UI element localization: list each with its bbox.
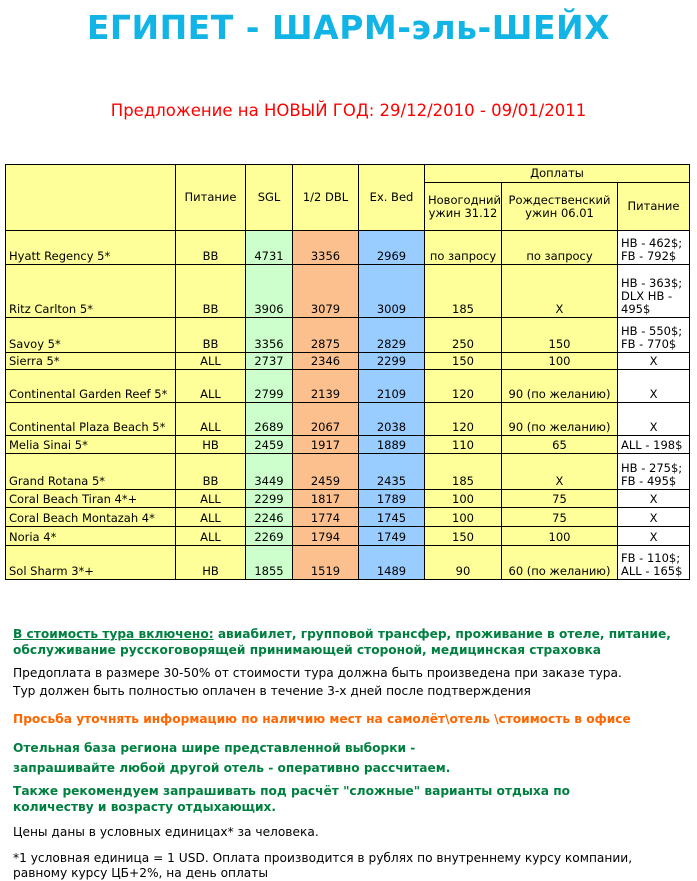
meal-supplement-cell: HB - 462$; FB - 792$ [618,231,690,265]
meal-cell: ALL [176,370,246,403]
exbed-price-cell: 2109 [359,370,425,403]
meal-supplement-cell: X [618,403,690,436]
meal-supplement-cell: X [618,508,690,527]
exbed-price-cell: 1789 [359,490,425,508]
meal-cell: BB [176,318,246,353]
dbl-price-cell: 1774 [293,508,359,527]
sgl-price-cell: 2246 [246,508,293,527]
sgl-price-cell: 1855 [246,546,293,580]
hotel-name-cell: Continental Plaza Beach 5* [6,403,176,436]
prepay-note: Предоплата в размере 30-50% от стоимости тура должна быть произведена при заказе тура. [13,666,622,680]
table-row [6,546,690,580]
header-exbed: Ex. Bed [359,165,425,231]
table-row [6,370,690,403]
table-row [6,490,690,508]
dbl-price-cell: 1519 [293,546,359,580]
ny-dinner-cell: 185 [425,454,502,490]
header-hotel [6,165,176,231]
hotel-name-cell: Sierra 5* [6,353,176,370]
header-dbl: 1/2 DBL [293,165,359,231]
table-row [6,318,690,353]
dbl-price-cell: 3079 [293,265,359,318]
hotel-name-cell: Coral Beach Montazah 4* [6,508,176,527]
included-text: авиабилет, групповой трансфер, проживание в отеле, питание, обслуживание русскоговорящей принимающей стороной, медицинская страховка [13,627,671,657]
sgl-price-cell: 2269 [246,527,293,546]
xmas-dinner-cell: 100 [502,353,618,370]
sgl-price-cell: 3449 [246,454,293,490]
hotel-name-cell: Continental Garden Reef 5* [6,370,176,403]
included-label: В стоимость тура включено: [13,627,214,641]
xmas-dinner-cell: 60 (по желанию) [502,546,618,580]
exbed-price-cell: 2435 [359,454,425,490]
meal-cell: HB [176,436,246,454]
hotel-name-cell: Savoy 5* [6,318,176,353]
meal-supplement-cell: X [618,353,690,370]
dbl-price-cell: 2875 [293,318,359,353]
exbed-price-cell: 2969 [359,231,425,265]
header-row-1 [6,165,690,183]
exbed-price-cell: 2299 [359,353,425,370]
ny-dinner-cell: 110 [425,436,502,454]
hotel-name-cell: Coral Beach Tiran 4*+ [6,490,176,508]
xmas-dinner-cell: 100 [502,527,618,546]
footnote: *1 условная единица = 1 USD. Оплата производится в рублях по внутреннему курсу компании, равному курсу ЦБ+2%, на день оплаты [13,851,633,880]
hotel-name-cell: Ritz Carlton 5* [6,265,176,318]
exbed-price-cell: 1745 [359,508,425,527]
table-row [6,265,690,318]
meal-supplement-cell: ALL - 198$ [618,436,690,454]
meal-cell: ALL [176,353,246,370]
hotel-name-cell: Noria 4* [6,527,176,546]
meal-cell: BB [176,454,246,490]
meal-cell: BB [176,265,246,318]
header-meal: Питание [176,165,246,231]
dbl-price-cell: 2139 [293,370,359,403]
ny-dinner-cell: 120 [425,403,502,436]
ny-dinner-cell: 150 [425,353,502,370]
dbl-price-cell: 1817 [293,490,359,508]
xmas-dinner-cell: 90 (по желанию) [502,403,618,436]
check-seats-note: Просьба уточнять информацию по наличию мест на самолёт\отель \стоимость в офисе [13,712,631,726]
xmas-dinner-cell: X [502,265,618,318]
dbl-price-cell: 2459 [293,454,359,490]
table-row [6,436,690,454]
ny-dinner-cell: 90 [425,546,502,580]
sgl-price-cell: 2737 [246,353,293,370]
table-row [6,508,690,527]
complex-note: Также рекомендуем запрашивать под расчёт "сложные" варианты отдыха по количеству и возрасту отдыхающих. [13,784,570,814]
sgl-price-cell: 2299 [246,490,293,508]
price-table [5,164,690,580]
ny-dinner-cell: 250 [425,318,502,353]
xmas-dinner-cell: 150 [502,318,618,353]
xmas-dinner-cell: 75 [502,490,618,508]
hotel-name-cell: Melia Sinai 5* [6,436,176,454]
exbed-price-cell: 2829 [359,318,425,353]
dbl-price-cell: 3356 [293,231,359,265]
meal-cell: ALL [176,508,246,527]
xmas-dinner-cell: X [502,454,618,490]
table-row [6,231,690,265]
table-row [6,353,690,370]
sgl-price-cell: 2459 [246,436,293,454]
ny-dinner-cell: по запросу [425,231,502,265]
ny-dinner-cell: 120 [425,370,502,403]
exbed-price-cell: 1749 [359,527,425,546]
meal-supplement-cell: HB - 550$; FB - 770$ [618,318,690,353]
exbed-price-cell: 1489 [359,546,425,580]
header-ny-dinner: Новогодний ужин 31.12 [425,183,502,231]
exbed-price-cell: 2038 [359,403,425,436]
meal-cell: HB [176,546,246,580]
offer-subtitle: Предложение на НОВЫЙ ГОД: 29/12/2010 - 09/01/2011 [110,101,587,120]
dbl-price-cell: 1794 [293,527,359,546]
xmas-dinner-cell: 75 [502,508,618,527]
ny-dinner-cell: 100 [425,508,502,527]
meal-supplement-cell: X [618,370,690,403]
header-surcharges: Доплаты [425,165,690,183]
xmas-dinner-cell: 90 (по желанию) [502,370,618,403]
xmas-dinner-cell: по запросу [502,231,618,265]
included-note [13,626,693,658]
hotel-name-cell: Grand Rotana 5* [6,454,176,490]
meal-cell: ALL [176,403,246,436]
ny-dinner-cell: 185 [425,265,502,318]
units-note: Цены даны в условных единицах* за человека. [13,825,319,839]
header-sgl: SGL [246,165,293,231]
sgl-price-cell: 3356 [246,318,293,353]
ny-dinner-cell: 100 [425,490,502,508]
page-title: ЕГИПЕТ - ШАРМ-эль-ШЕЙХ [86,8,611,47]
full-pay-note: Тур должен быть полностью оплачен в течение 3-х дней после подтверждения [13,684,531,698]
meal-cell: ALL [176,527,246,546]
dbl-price-cell: 2346 [293,353,359,370]
table-row [6,403,690,436]
sgl-price-cell: 2689 [246,403,293,436]
meal-supplement-cell: X [618,490,690,508]
meal-cell: BB [176,231,246,265]
meal-supplement-cell: FB - 110$; ALL - 165$ [618,546,690,580]
exbed-price-cell: 3009 [359,265,425,318]
xmas-dinner-cell: 65 [502,436,618,454]
hotel-base-note-2: запрашивайте любой другой отель - оперативно рассчитаем. [13,761,451,775]
sgl-price-cell: 2799 [246,370,293,403]
hotel-name-cell: Sol Sharm 3*+ [6,546,176,580]
exbed-price-cell: 1889 [359,436,425,454]
ny-dinner-cell: 150 [425,527,502,546]
header-xmas-dinner: Рождественский ужин 06.01 [502,183,618,231]
table-row [6,527,690,546]
hotel-base-note-1: Отельная база региона шире представленной выборки - [13,741,416,755]
sgl-price-cell: 4731 [246,231,293,265]
dbl-price-cell: 1917 [293,436,359,454]
header-meal-supplement: Питание [618,183,690,231]
meal-supplement-cell: HB - 363$; DLX HB - 495$ [618,265,690,318]
hotel-name-cell: Hyatt Regency 5* [6,231,176,265]
sgl-price-cell: 3906 [246,265,293,318]
table-row [6,454,690,490]
meal-cell: ALL [176,490,246,508]
meal-supplement-cell: HB - 275$; FB - 495$ [618,454,690,490]
meal-supplement-cell: X [618,527,690,546]
dbl-price-cell: 2067 [293,403,359,436]
